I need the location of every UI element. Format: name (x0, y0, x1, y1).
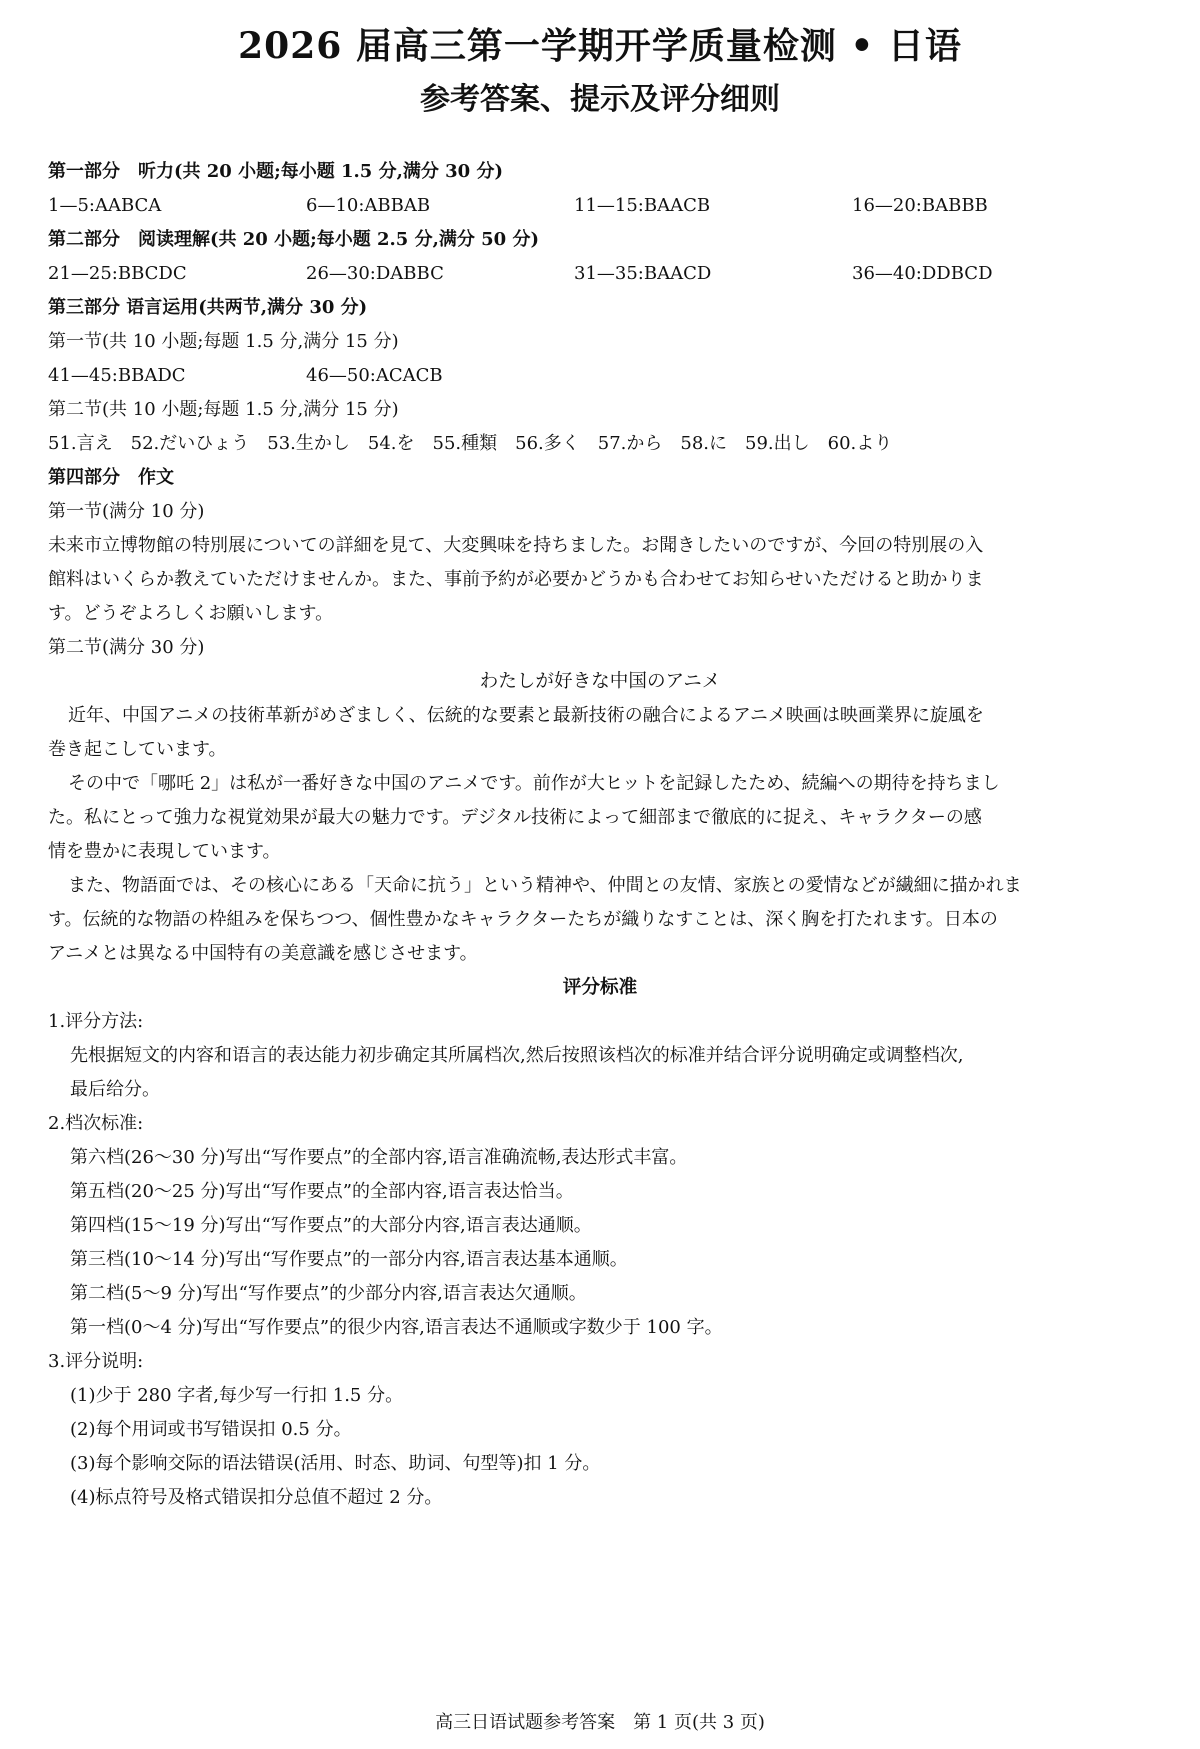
page-subtitle: 参考答案、提示及评分细则 (420, 82, 780, 117)
answer-group: 46—50:ACACB (306, 365, 443, 386)
grading-level: 第五档(20～25 分)写出“写作要点”的全部内容,语言表达恰当。 (70, 1181, 574, 1202)
grading-note: (1)少于 280 字者,每少写一行扣 1.5 分。 (70, 1385, 404, 1406)
part3-section2-answers: 51.言え 52.だいひょう 53.生かし 54.を 55.種類 56.多く 57.から 58.に 59.出し 60.より (48, 433, 893, 454)
grading-level: 第六档(26～30 分)写出“写作要点”的全部内容,语言准确流畅,表达形式丰富。 (70, 1147, 688, 1168)
part3-section1-heading: 第一节(共 10 小题;每题 1.5 分,满分 15 分) (48, 331, 399, 352)
answer-group: 1—5:AABCA (48, 195, 162, 216)
part2-heading: 第二部分 阅读理解(共 20 小题;每小题 2.5 分,满分 50 分) (48, 229, 539, 250)
grading-level: 第三档(10～14 分)写出“写作要点”的一部分内容,语言表达基本通顺。 (70, 1249, 628, 1270)
page-title: 2026 届高三第一学期开学质量检测 • 日语 (238, 25, 962, 67)
part3-section2-heading: 第二节(共 10 小题;每题 1.5 分,满分 15 分) (48, 399, 399, 420)
essay-line: た。私にとって強力な視覚効果が最大の魅力です。デジタル技術によって細部まで徹底的に捉え、キャラクターの感 (48, 807, 982, 828)
grading-heading: 评分标准 (562, 977, 638, 998)
essay-title: わたしが好きな中国のアニメ (479, 671, 721, 692)
part4-section1-heading: 第一节(满分 10 分) (48, 501, 205, 522)
grading-level: 第四档(15～19 分)写出“写作要点”的大部分内容,语言表达通顺。 (70, 1215, 592, 1236)
essay-line: 近年、中国アニメの技術革新がめざましく、伝統的な要素と最新技術の融合によるアニメ映画は映画業界に旋風を (68, 705, 984, 726)
part4-section2-heading: 第二节(满分 30 分) (48, 637, 205, 658)
sample-letter-line: 未来市立博物館の特別展についての詳細を見て、大変興味を持ちました。お聞きしたいのですが、今回の特別展の入 (48, 535, 984, 556)
grading-method-heading: 1.评分方法: (48, 1011, 144, 1032)
sample-letter-line: す。どうぞよろしくお願いします。 (48, 603, 334, 624)
part4-heading: 第四部分 作文 (48, 467, 174, 488)
answer-group: 6—10:ABBAB (306, 195, 431, 216)
essay-line: その中で「哪吒 2」は私が一番好きな中国のアニメです。前作が大ヒットを記録したため、続編への期待を持ちまし (68, 773, 1000, 794)
grading-notes-heading: 3.评分说明: (48, 1351, 144, 1372)
sample-letter-line: 館料はいくらか教えていただけませんか。また、事前予約が必要かどうかも合わせてお知らせいただけると助かりま (48, 569, 984, 590)
grading-note: (2)每个用词或书写错误扣 0.5 分。 (70, 1419, 352, 1440)
grading-level: 第一档(0～4 分)写出“写作要点”的很少内容,语言表达不通顺或字数少于 100 字。 (70, 1317, 723, 1338)
page-footer: 高三日语试题参考答案 第 1 页(共 3 页) (435, 1712, 765, 1733)
grading-levels-heading: 2.档次标准: (48, 1113, 144, 1134)
part1-heading: 第一部分 听力(共 20 小题;每小题 1.5 分,满分 30 分) (48, 161, 503, 182)
answer-group: 11—15:BAACB (574, 195, 711, 216)
grading-method-line: 先根据短文的内容和语言的表达能力初步确定其所属档次,然后按照该档次的标准并结合评分说明确定或调整档次, (70, 1045, 964, 1066)
answer-group: 36—40:DDBCD (852, 263, 993, 284)
essay-line: アニメとは異なる中国特有の美意識を感じさせます。 (48, 943, 478, 964)
answer-group: 31—35:BAACD (574, 263, 712, 284)
answer-group: 16—20:BABBB (852, 195, 988, 216)
grading-level: 第二档(5～9 分)写出“写作要点”的少部分内容,语言表达欠通顺。 (70, 1283, 587, 1304)
part3-heading: 第三部分 语言运用(共两节,满分 30 分) (48, 297, 368, 318)
grading-method-line: 最后给分。 (70, 1079, 160, 1100)
answer-group: 41—45:BBADC (48, 365, 186, 386)
answer-group: 26—30:DABBC (306, 263, 444, 284)
grading-note: (3)每个影响交际的语法错误(活用、时态、助词、句型等)扣 1 分。 (70, 1453, 601, 1474)
grading-note: (4)标点符号及格式错误扣分总值不超过 2 分。 (70, 1487, 443, 1508)
essay-line: す。伝統的な物語の枠組みを保ちつつ、個性豊かなキャラクターたちが織りなすことは、深く胸を打たれます。日本の (48, 909, 998, 930)
essay-line: 情を豊かに表現しています。 (48, 841, 281, 862)
answer-group: 21—25:BBCDC (48, 263, 187, 284)
essay-line: また、物語面では、その核心にある「天命に抗う」という精神や、仲間との友情、家族との愛情などが繊細に描かれま (68, 875, 1022, 896)
essay-line: 巻き起こしています。 (48, 739, 227, 760)
